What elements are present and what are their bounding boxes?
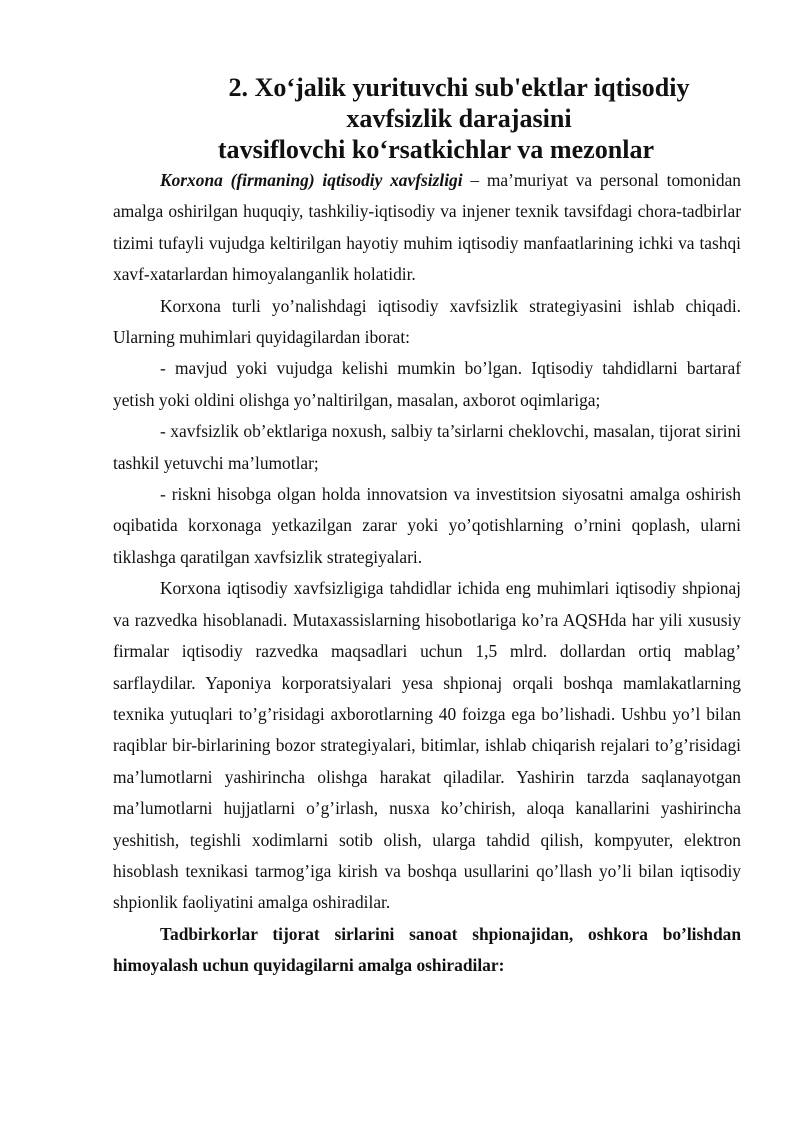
list-item: - mavjud yoki vujudga kelishi mumkin bo’lgan. Iqtisodiy tahdidlarni bartaraf yetish yoki oldini olishga yo’naltirilgan, masalan, axborot oqimlariga; — [113, 358, 741, 410]
strategy-intro-paragraph: Korxona turli yo’nalishdagi iqtisodiy xavfsizlik strategiyasini ishlab chiqadi. Ularning muhimlari quyidagilardan iborat: — [113, 295, 741, 348]
section-heading-line-2: tavsiflovchi ko‘rsatkichlar va mezonlar — [217, 135, 655, 164]
section-heading-line-1: 2. Xo‘jalik yurituvchi sub'ektlar iqtisodiy xavfsizlik darajasini — [228, 73, 690, 133]
list-item: - xavfsizlik ob’ektlariga noxush, salbiy ta’sirlarni cheklovchi, masalan, tijorat sirini tashkil yetuvchi ma’lumotlar; — [113, 421, 741, 473]
definition-term: Korxona (firmaning) iqtisodiy xavfsizligi — [160, 170, 463, 190]
espionage-paragraph: Korxona iqtisodiy xavfsizligiga tahdidlar ichida eng muhimlari iqtisodiy shpionaj va razvedka hisoblanadi. Mutaxassislarning hisobotlariga ko’ra AQSHda har yili xususiy firmalar iqtisodiy razvedka maqsadlari uchun 1,5 mlrd. dollardan ortiq mablag’ sarflaydilar. Yaponiya korporatsiyalari yesa shpionaj orqali boshqa mamlakatlarning texnika yutuqlari to’g’risidagi axborotlarning 40 foizga ega bo’lishadi. Ushbu yo’l bilan raqiblar bir-birlarining bozor strategiyalari, bitimlar, ishlab chiqarish rejalari to’g’risidagi ma’lumotlarni yashirincha olishga harakat qiladilar. Yashirin tarzda saqlanayotgan ma’lumotlarni hujjatlarni o’g’irlash, nusxa ko’chirish, aloqa kanallarini yashirincha yeshitish, tegishli xodimlarni sotib olish, ularga tahdid qilish, kompyuter, elektron hisoblash texnikasi tarmog’iga kirish va boshqa usullarini qo’llash yo’li bilan iqtisodiy shpionlik faoliyatini amalga oshiradilar. — [113, 578, 741, 913]
definition-text: – ma’muriyat va personal tomonidan amalga oshirilgan huquqiy, tashkiliy-iqtisodiy va injener texnik tavsifdagi chora-tadbirlar tizimi tufayli vujudga keltirilgan hayotiy muhim iqtisodiy manfaatlarining ichki va tashqi xavf-xatarlardan himoyalanganlik holatidir. — [113, 170, 741, 285]
section-heading — [113, 72, 741, 165]
protection-intro-paragraph: Tadbirkorlar tijorat sirlarini sanoat shpionajidan, oshkora bo’lishdan himoyalash uchun quyidagilarni amalga oshiradilar: — [113, 923, 741, 976]
definition-paragraph — [113, 165, 741, 291]
document-body — [113, 72, 741, 982]
list-item: - riskni hisobga olgan holda innovatsion va investitsion siyosatni amalga oshirish oqibatida korxonaga yetkazilgan zarar yoki yo’qotishlarning o’rnini qoplash, ularni tiklashga qaratilgan xavfsizlik strategiyalari. — [113, 484, 741, 567]
